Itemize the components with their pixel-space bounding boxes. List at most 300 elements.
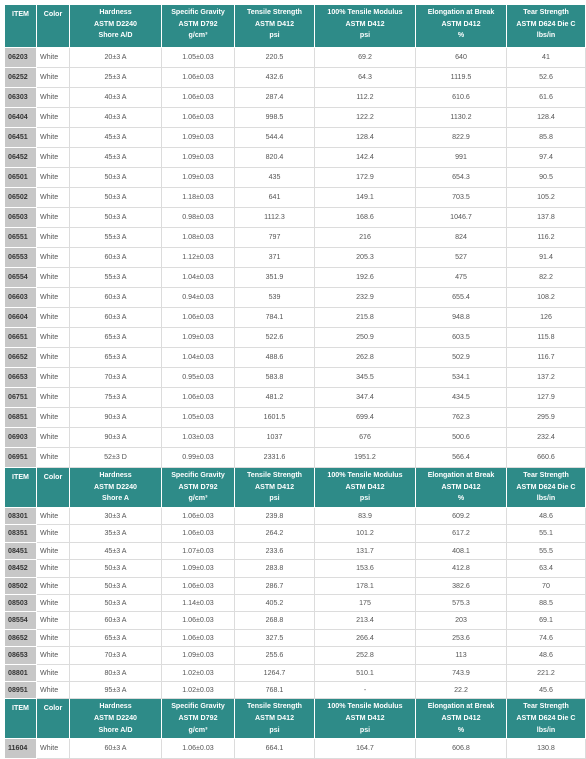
item-code: 06951 [5, 448, 37, 468]
header-text-line: ASTM D412 [345, 19, 385, 28]
tear-strength-cell: 88.5 [507, 595, 586, 612]
hardness-cell: 35±3 A [70, 525, 162, 542]
color-cell: White [37, 88, 70, 108]
material-properties-table [4, 4, 586, 759]
header-text-line: Tensile Strength [246, 8, 303, 16]
header-text-line: lbs/in [536, 725, 556, 734]
tensile-strength-cell: 797 [235, 228, 315, 248]
table-row [5, 739, 586, 759]
item-code: 06303 [5, 88, 37, 108]
header-text-line: 100% Tensile Modulus [327, 8, 403, 16]
header-elongation [416, 699, 507, 739]
hardness-cell: 20±3 A [70, 48, 162, 68]
item-code: 08951 [5, 682, 37, 699]
specific-gravity-cell: 1.12±0.03 [162, 248, 235, 268]
color-cell: White [37, 148, 70, 168]
tensile-strength-cell: 435 [235, 168, 315, 188]
tensile-strength-cell: 1601.5 [235, 408, 315, 428]
hardness-cell: 45±3 A [70, 148, 162, 168]
header-text-line: g/cm³ [188, 31, 208, 40]
tear-strength-cell: 116.2 [507, 228, 586, 248]
tensile-modulus-cell: - [315, 682, 416, 699]
tensile-modulus-cell: 101.2 [315, 525, 416, 542]
tensile-strength-cell: 239.8 [235, 508, 315, 525]
table-row [5, 577, 586, 594]
header-text-line: psi [359, 494, 371, 503]
hardness-cell: 50±3 A [70, 560, 162, 577]
header-tear-strength [507, 699, 586, 739]
color-cell: White [37, 647, 70, 664]
specific-gravity-cell: 1.06±0.03 [162, 525, 235, 542]
color-cell: White [37, 739, 70, 759]
elongation-cell: 475 [416, 268, 507, 288]
elongation-cell: 1046.7 [416, 208, 507, 228]
color-cell: White [37, 629, 70, 646]
table-row [5, 348, 586, 368]
header-item [5, 5, 37, 48]
elongation-cell: 253.6 [416, 629, 507, 646]
hardness-cell: 70±3 A [70, 368, 162, 388]
tear-strength-cell: 105.2 [507, 188, 586, 208]
elongation-cell: 762.3 [416, 408, 507, 428]
color-cell: White [37, 248, 70, 268]
tensile-modulus-cell: 142.4 [315, 148, 416, 168]
color-cell: White [37, 48, 70, 68]
table-row [5, 428, 586, 448]
hardness-cell: 65±3 A [70, 348, 162, 368]
elongation-cell: 534.1 [416, 368, 507, 388]
tear-strength-cell: 48.6 [507, 647, 586, 664]
header-hardness [70, 5, 162, 48]
table-row [5, 248, 586, 268]
header-text-line: Tear Strength [523, 8, 569, 16]
header-row [5, 5, 586, 48]
tear-strength-cell: 130.8 [507, 739, 586, 759]
table-row [5, 68, 586, 88]
elongation-cell: 654.3 [416, 168, 507, 188]
specific-gravity-cell: 0.95±0.03 [162, 368, 235, 388]
header-text-line: ASTM D412 [254, 482, 295, 491]
header-text-line: % [457, 494, 465, 503]
specific-gravity-cell: 1.09±0.03 [162, 128, 235, 148]
header-text-line: ASTM D412 [345, 482, 385, 491]
color-cell: White [37, 268, 70, 288]
specific-gravity-cell: 1.06±0.03 [162, 88, 235, 108]
item-code: 06501 [5, 168, 37, 188]
specific-gravity-cell: 1.06±0.03 [162, 388, 235, 408]
hardness-cell: 55±3 A [70, 228, 162, 248]
header-hardness [70, 468, 162, 508]
elongation-cell: 434.5 [416, 388, 507, 408]
color-cell: White [37, 612, 70, 629]
tensile-modulus-cell: 213.4 [315, 612, 416, 629]
table-body [5, 5, 586, 759]
tensile-modulus-cell: 131.7 [315, 542, 416, 559]
table-row [5, 448, 586, 468]
item-code: 06452 [5, 148, 37, 168]
specific-gravity-cell: 1.18±0.03 [162, 188, 235, 208]
tensile-modulus-cell: 232.9 [315, 288, 416, 308]
header-row [5, 468, 586, 508]
color-cell: White [37, 168, 70, 188]
tensile-modulus-cell: 172.9 [315, 168, 416, 188]
color-cell: White [37, 408, 70, 428]
header-tensile-strength [235, 699, 315, 739]
tensile-modulus-cell: 122.2 [315, 108, 416, 128]
hardness-cell: 60±3 A [70, 308, 162, 328]
tensile-modulus-cell: 128.4 [315, 128, 416, 148]
table-row [5, 682, 586, 699]
color-cell: White [37, 368, 70, 388]
elongation-cell: 502.9 [416, 348, 507, 368]
hardness-cell: 50±3 A [70, 577, 162, 594]
tear-strength-cell: 137.8 [507, 208, 586, 228]
header-text-line: ASTM D624 Die C [516, 19, 576, 28]
header-text-line: Elongation at Break [427, 471, 495, 479]
header-text-line: Tear Strength [523, 471, 569, 479]
specific-gravity-cell: 1.09±0.03 [162, 647, 235, 664]
specific-gravity-cell: 1.06±0.03 [162, 629, 235, 646]
header-text-line: ASTM D2240 [94, 482, 137, 491]
header-item [5, 468, 37, 508]
tensile-modulus-cell: 510.1 [315, 664, 416, 681]
tensile-modulus-cell: 345.5 [315, 368, 416, 388]
header-text-line: ASTM D624 Die C [516, 482, 576, 491]
tear-strength-cell: 128.4 [507, 108, 586, 128]
tensile-modulus-cell: 175 [315, 595, 416, 612]
tensile-strength-cell: 233.6 [235, 542, 315, 559]
table-row [5, 508, 586, 525]
hardness-cell: 50±3 A [70, 168, 162, 188]
header-text-line: Color [43, 10, 63, 18]
hardness-cell: 55±3 A [70, 268, 162, 288]
tensile-strength-cell: 283.8 [235, 560, 315, 577]
table-row [5, 108, 586, 128]
specific-gravity-cell: 1.04±0.03 [162, 348, 235, 368]
item-code: 11604 [5, 739, 37, 759]
table-row [5, 148, 586, 168]
table-row [5, 408, 586, 428]
tensile-strength-cell: 351.9 [235, 268, 315, 288]
header-text-line: ASTM D624 Die C [516, 714, 576, 723]
hardness-cell: 90±3 A [70, 408, 162, 428]
tensile-strength-cell: 784.1 [235, 308, 315, 328]
header-text-line: Color [43, 473, 63, 481]
header-text-line: Shore A/D [98, 725, 133, 734]
item-code: 06604 [5, 308, 37, 328]
header-text-line: psi [359, 725, 371, 734]
specific-gravity-cell: 1.05±0.03 [162, 408, 235, 428]
specific-gravity-cell: 1.06±0.03 [162, 508, 235, 525]
item-code: 06503 [5, 208, 37, 228]
header-text-line: ASTM D412 [441, 482, 481, 491]
table-row [5, 664, 586, 681]
table-row [5, 612, 586, 629]
specific-gravity-cell: 0.94±0.03 [162, 288, 235, 308]
hardness-cell: 60±3 A [70, 739, 162, 759]
color-cell: White [37, 108, 70, 128]
tear-strength-cell: 90.5 [507, 168, 586, 188]
elongation-cell: 822.9 [416, 128, 507, 148]
specific-gravity-cell: 0.99±0.03 [162, 448, 235, 468]
header-text-line: ASTM D412 [254, 714, 295, 723]
header-text-line: Tear Strength [523, 702, 569, 711]
table-row [5, 48, 586, 68]
elongation-cell: 610.6 [416, 88, 507, 108]
header-text-line: g/cm³ [188, 725, 208, 734]
table-row [5, 128, 586, 148]
header-item [5, 699, 37, 739]
item-code: 06203 [5, 48, 37, 68]
specific-gravity-cell: 1.06±0.03 [162, 308, 235, 328]
table-row [5, 288, 586, 308]
color-cell: White [37, 348, 70, 368]
tensile-strength-cell: 488.6 [235, 348, 315, 368]
tensile-modulus-cell: 205.3 [315, 248, 416, 268]
color-cell: White [37, 388, 70, 408]
elongation-cell: 603.5 [416, 328, 507, 348]
tear-strength-cell: 126 [507, 308, 586, 328]
elongation-cell: 575.3 [416, 595, 507, 612]
tensile-modulus-cell: 153.6 [315, 560, 416, 577]
elongation-cell: 566.4 [416, 448, 507, 468]
tear-strength-cell: 55.1 [507, 525, 586, 542]
header-color [37, 699, 70, 739]
tear-strength-cell: 91.4 [507, 248, 586, 268]
table-row [5, 228, 586, 248]
item-code: 08351 [5, 525, 37, 542]
specific-gravity-cell: 1.09±0.03 [162, 168, 235, 188]
tear-strength-cell: 45.6 [507, 682, 586, 699]
hardness-cell: 60±3 A [70, 288, 162, 308]
elongation-cell: 824 [416, 228, 507, 248]
color-cell: White [37, 525, 70, 542]
header-text-line: Shore A/D [98, 31, 133, 40]
tensile-strength-cell: 255.6 [235, 647, 315, 664]
hardness-cell: 40±3 A [70, 88, 162, 108]
tensile-strength-cell: 2331.6 [235, 448, 315, 468]
table-row [5, 388, 586, 408]
header-text-line: Specific Gravity [171, 471, 225, 479]
header-text-line: Specific Gravity [171, 8, 225, 16]
item-code: 08451 [5, 542, 37, 559]
header-text-line: ASTM D792 [178, 714, 218, 723]
specific-gravity-cell: 1.09±0.03 [162, 328, 235, 348]
header-tear-strength [507, 5, 586, 48]
color-cell: White [37, 188, 70, 208]
tear-strength-cell: 85.8 [507, 128, 586, 148]
tear-strength-cell: 108.2 [507, 288, 586, 308]
tensile-modulus-cell: 699.4 [315, 408, 416, 428]
tensile-modulus-cell: 262.8 [315, 348, 416, 368]
table-row [5, 308, 586, 328]
color-cell: White [37, 208, 70, 228]
tear-strength-cell: 97.4 [507, 148, 586, 168]
color-cell: White [37, 664, 70, 681]
header-elongation [416, 468, 507, 508]
tensile-strength-cell: 268.8 [235, 612, 315, 629]
specific-gravity-cell: 1.05±0.03 [162, 48, 235, 68]
tensile-modulus-cell: 69.2 [315, 48, 416, 68]
tensile-modulus-cell: 168.6 [315, 208, 416, 228]
header-text-line: 100% Tensile Modulus [327, 702, 403, 711]
specific-gravity-cell: 1.06±0.03 [162, 68, 235, 88]
hardness-cell: 65±3 A [70, 328, 162, 348]
tear-strength-cell: 116.7 [507, 348, 586, 368]
header-text-line: psi [269, 725, 280, 734]
color-cell: White [37, 542, 70, 559]
specific-gravity-cell: 1.07±0.03 [162, 542, 235, 559]
tensile-modulus-cell: 216 [315, 228, 416, 248]
header-tensile-modulus [315, 5, 416, 48]
header-text-line: ASTM D412 [345, 714, 385, 723]
elongation-cell: 606.8 [416, 739, 507, 759]
tensile-modulus-cell: 250.9 [315, 328, 416, 348]
color-cell: White [37, 128, 70, 148]
elongation-cell: 703.5 [416, 188, 507, 208]
table-row [5, 560, 586, 577]
item-code: 08503 [5, 595, 37, 612]
specific-gravity-cell: 1.04±0.03 [162, 268, 235, 288]
color-cell: White [37, 448, 70, 468]
header-text-line: ITEM [12, 473, 29, 481]
header-text-line: ASTM D2240 [94, 714, 137, 723]
header-text-line: ASTM D412 [441, 714, 481, 723]
hardness-cell: 60±3 A [70, 248, 162, 268]
elongation-cell: 203 [416, 612, 507, 629]
tear-strength-cell: 61.6 [507, 88, 586, 108]
elongation-cell: 617.2 [416, 525, 507, 542]
elongation-cell: 1130.2 [416, 108, 507, 128]
header-text-line: Elongation at Break [427, 8, 495, 16]
item-code: 06751 [5, 388, 37, 408]
item-code: 06652 [5, 348, 37, 368]
tensile-strength-cell: 327.5 [235, 629, 315, 646]
tensile-strength-cell: 641 [235, 188, 315, 208]
color-cell: White [37, 328, 70, 348]
table-row [5, 647, 586, 664]
hardness-cell: 50±3 A [70, 188, 162, 208]
tear-strength-cell: 55.5 [507, 542, 586, 559]
header-color [37, 468, 70, 508]
tear-strength-cell: 660.6 [507, 448, 586, 468]
item-code: 06651 [5, 328, 37, 348]
header-text-line: Hardness [99, 702, 132, 711]
header-tensile-modulus [315, 699, 416, 739]
tear-strength-cell: 74.6 [507, 629, 586, 646]
specific-gravity-cell: 1.09±0.03 [162, 560, 235, 577]
hardness-cell: 40±3 A [70, 108, 162, 128]
table-row [5, 168, 586, 188]
item-code: 08502 [5, 577, 37, 594]
elongation-cell: 609.2 [416, 508, 507, 525]
tear-strength-cell: 221.2 [507, 664, 586, 681]
item-code: 06903 [5, 428, 37, 448]
header-color [37, 5, 70, 48]
tensile-strength-cell: 1037 [235, 428, 315, 448]
header-tensile-strength [235, 5, 315, 48]
table-row [5, 268, 586, 288]
tensile-modulus-cell: 178.1 [315, 577, 416, 594]
tensile-modulus-cell: 64.3 [315, 68, 416, 88]
specific-gravity-cell: 1.06±0.03 [162, 612, 235, 629]
hardness-cell: 75±3 A [70, 388, 162, 408]
tensile-modulus-cell: 676 [315, 428, 416, 448]
header-text-line: Elongation at Break [427, 702, 495, 711]
hardness-cell: 25±3 A [70, 68, 162, 88]
tensile-strength-cell: 432.6 [235, 68, 315, 88]
tensile-strength-cell: 768.1 [235, 682, 315, 699]
tensile-modulus-cell: 149.1 [315, 188, 416, 208]
tensile-strength-cell: 371 [235, 248, 315, 268]
specific-gravity-cell: 1.03±0.03 [162, 428, 235, 448]
tensile-strength-cell: 1112.3 [235, 208, 315, 228]
table-row [5, 368, 586, 388]
header-text-line: Hardness [99, 471, 132, 479]
item-code: 08452 [5, 560, 37, 577]
table-row [5, 595, 586, 612]
header-text-line: psi [269, 31, 280, 40]
elongation-cell: 655.4 [416, 288, 507, 308]
hardness-cell: 60±3 A [70, 612, 162, 629]
tensile-modulus-cell: 192.6 [315, 268, 416, 288]
header-text-line: ASTM D792 [178, 19, 218, 28]
tear-strength-cell: 52.6 [507, 68, 586, 88]
color-cell: White [37, 428, 70, 448]
tensile-strength-cell: 286.7 [235, 577, 315, 594]
color-cell: White [37, 577, 70, 594]
specific-gravity-cell: 1.14±0.03 [162, 595, 235, 612]
hardness-cell: 80±3 A [70, 664, 162, 681]
specific-gravity-cell: 1.02±0.03 [162, 682, 235, 699]
header-text-line: lbs/in [536, 494, 556, 503]
header-text-line: Tensile Strength [246, 471, 303, 479]
hardness-cell: 65±3 A [70, 629, 162, 646]
table-row [5, 542, 586, 559]
tensile-modulus-cell: 164.7 [315, 739, 416, 759]
specific-gravity-cell: 1.08±0.03 [162, 228, 235, 248]
specific-gravity-cell: 1.06±0.03 [162, 577, 235, 594]
elongation-cell: 527 [416, 248, 507, 268]
tensile-strength-cell: 544.4 [235, 128, 315, 148]
specific-gravity-cell: 1.06±0.03 [162, 739, 235, 759]
tensile-modulus-cell: 112.2 [315, 88, 416, 108]
table-row [5, 328, 586, 348]
table-row [5, 208, 586, 228]
header-text-line: % [457, 725, 465, 734]
header-text-line: Shore A [102, 494, 129, 503]
header-text-line: g/cm³ [188, 494, 208, 503]
table-row [5, 188, 586, 208]
tensile-strength-cell: 998.5 [235, 108, 315, 128]
header-text-line: ASTM D412 [254, 19, 295, 28]
header-text-line: Tensile Strength [246, 702, 303, 711]
tensile-strength-cell: 522.6 [235, 328, 315, 348]
color-cell: White [37, 595, 70, 612]
header-text-line: ASTM D792 [178, 482, 218, 491]
tensile-modulus-cell: 347.4 [315, 388, 416, 408]
tensile-strength-cell: 264.2 [235, 525, 315, 542]
tensile-strength-cell: 1264.7 [235, 664, 315, 681]
hardness-cell: 45±3 A [70, 542, 162, 559]
tensile-modulus-cell: 266.4 [315, 629, 416, 646]
elongation-cell: 743.9 [416, 664, 507, 681]
item-code: 06502 [5, 188, 37, 208]
tensile-strength-cell: 405.2 [235, 595, 315, 612]
tensile-strength-cell: 664.1 [235, 739, 315, 759]
table-row [5, 88, 586, 108]
elongation-cell: 948.8 [416, 308, 507, 328]
